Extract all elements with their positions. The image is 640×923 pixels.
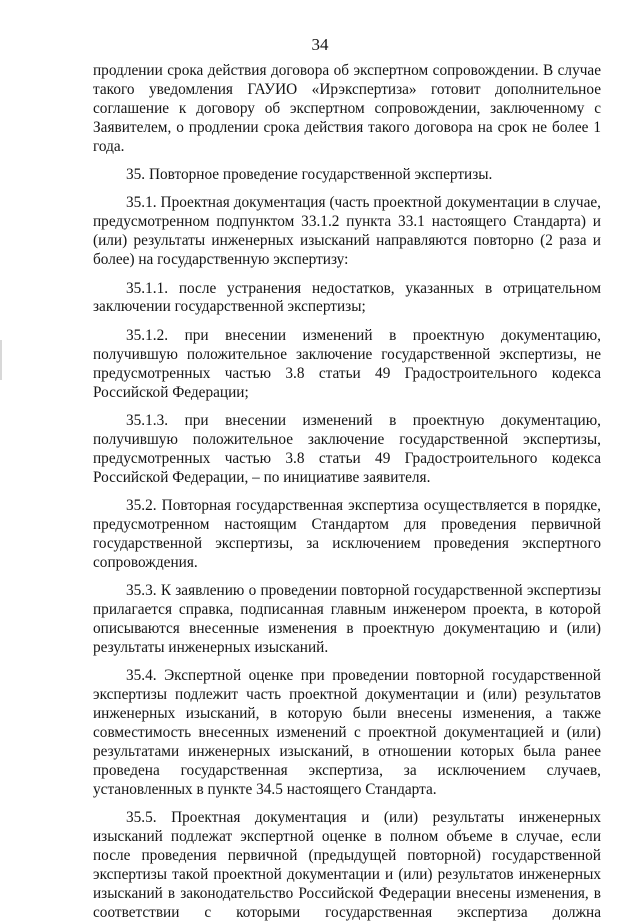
paragraph-continuation: продлении срока действия договора об экспертном сопровождении. В случае такого уведомления ГАУИО «Ирэкспертиза» готовит дополнительное соглашение к договору об экспертном сопровождении, заключенному с Заявителем, о продлении срока действия такого договора на срок не более 1 года. bbox=[93, 62, 601, 155]
paragraph-35-1-2: 35.1.2. при внесении изменений в проектную документацию, получившую положительное заключение государственной экспертизы, не предусмотренных частью 3.8 статьи 49 Градостроительного кодекса Российской Федерации; bbox=[93, 326, 601, 401]
paragraph-35-5: 35.5. Проектная документация и (или) результаты инженерных изысканий подлежат экспертной оценке в полном объеме в случае, если после проведения первичной (предыдущей повторной) государственной экспертизы такой проектной документации и (или) результатов инженерных изысканий в законодательство Российской Федерации внесены изменения, в соответствии с которыми государственная экспертиза должна bbox=[93, 809, 601, 921]
document-body bbox=[93, 62, 601, 923]
paragraph-35-1-3: 35.1.3. при внесении изменений в проектную документацию, получившую положительное заключение государственной экспертизы, предусмотренных частью 3.8 статьи 49 Градостроительного кодекса Российской Федерации, – по инициативе заявителя. bbox=[93, 412, 601, 486]
page-number: 34 bbox=[311, 35, 329, 54]
section-heading-35: 35. Повторное проведение государственной экспертизы. bbox=[126, 166, 493, 184]
scan-edge-mark bbox=[0, 340, 2, 380]
paragraph-35-2: 35.2. Повторная государственная экспертиза осуществляется в порядке, предусмотренном настоящим Стандартом для проведения первичной государственной экспертизы, за исключением проведения экспертного сопровождения. bbox=[93, 497, 601, 571]
paragraph-35-1: 35.1. Проектная документация (часть проектной документации в случае, предусмотренном подпунктом 33.1.2 пункта 33.1 настоящего Стандарта) и (или) результаты инженерных изысканий направляются повторно (2 раза и более) на государственную экспертизу: bbox=[93, 194, 601, 269]
paragraph-35-1-1: 35.1.1. после устранения недостатков, указанных в отрицательном заключении государственной экспертизы; bbox=[93, 279, 601, 316]
paragraph-35-4: 35.4. Экспертной оценке при проведении повторной государственной экспертизы подлежит часть проектной документации и (или) результатов инженерных изысканий, в которую были внесены изменения, а также совместимость внесенных изменений с проектной документацией и (или) результатами инженерных изысканий, в отношении которых была ранее проведена государственная экспертиза, за исключением случаев, установленных в пункте 34.5 настоящего Стандарта. bbox=[93, 667, 601, 798]
paragraph-35-3: 35.3. К заявлению о проведении повторной государственной экспертизы прилагается справка, подписанная главным инженером проекта, в которой описываются внесенные изменения в проектную документацию и (или) результаты инженерных изысканий. bbox=[93, 582, 601, 656]
